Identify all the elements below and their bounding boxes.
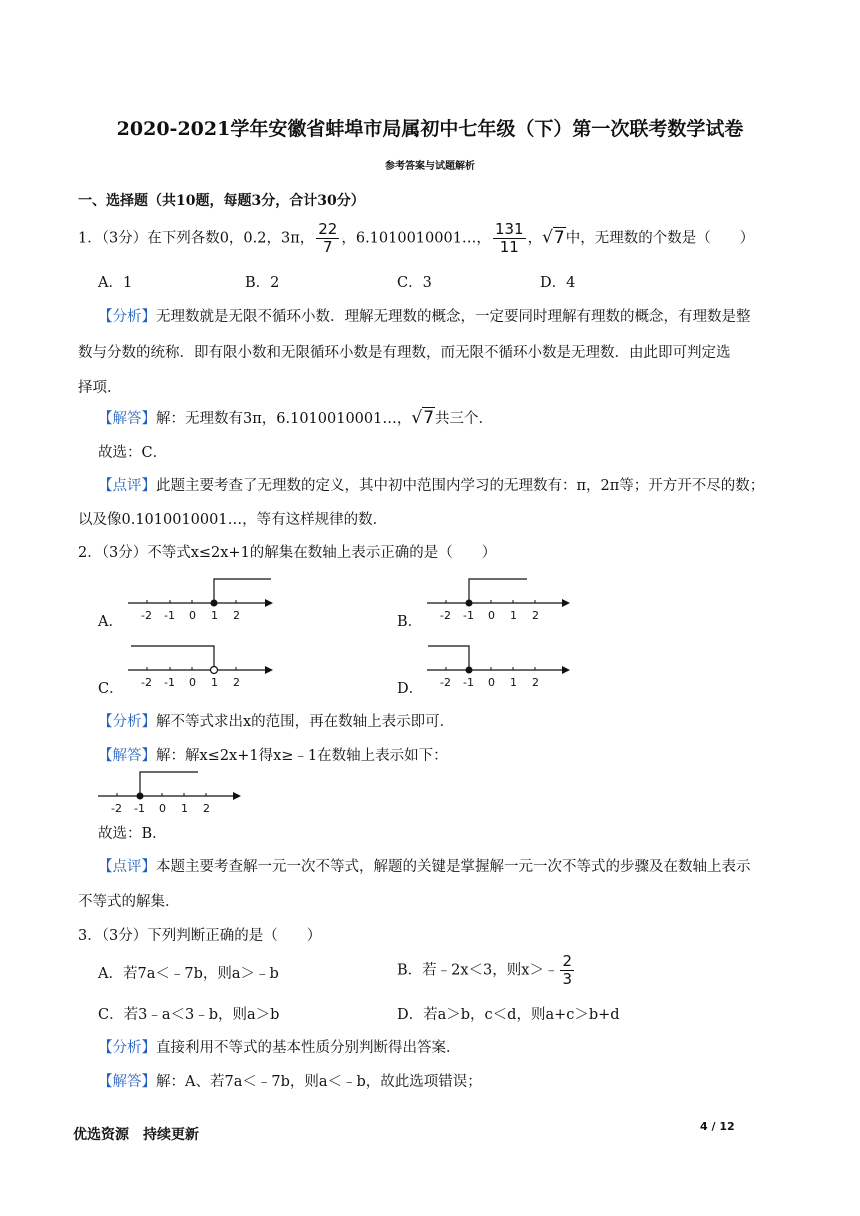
sqrt-7: √7 bbox=[542, 227, 565, 248]
q1-choice: 故选：C． bbox=[98, 445, 168, 461]
q1-fraction-2: $\frac{131}{11}$ bbox=[494, 220, 524, 256]
tick-label: 0 bbox=[488, 609, 495, 622]
q2-option-c-label: C． bbox=[98, 681, 124, 697]
tick-label: -2 bbox=[440, 676, 451, 689]
q3-analysis: 【分析】直接利用不等式的基本性质分别判断得出答案． bbox=[98, 1040, 461, 1056]
number-line-a bbox=[125, 575, 275, 625]
tick-label: 2 bbox=[233, 609, 240, 622]
tick-label: -1 bbox=[164, 676, 175, 689]
tick-label: 2 bbox=[233, 676, 240, 689]
tick-label: 1 bbox=[211, 676, 218, 689]
q3-option-d: D．若a＞b，c＜d，则a+c＞b+d bbox=[397, 1007, 620, 1023]
q2-option-b-label: B． bbox=[397, 614, 423, 630]
number-line-b bbox=[424, 575, 574, 625]
q3-option-c: C．若3﹣a＜3﹣b，则a＞b bbox=[98, 1007, 280, 1023]
tick-label: 1 bbox=[211, 609, 218, 622]
q1-option-d: D．4 bbox=[540, 275, 576, 291]
q1-stem-part: 1．（3分）在下列各数0，0.2，3π， bbox=[78, 230, 315, 247]
q2-comment: 【点评】本题主要考查解一元一次不等式，解题的关键是掌握解一元一次不等式的步骤及在数轴上表示 bbox=[98, 859, 751, 875]
tick-label: 2 bbox=[532, 676, 539, 689]
q1-stem bbox=[78, 221, 754, 256]
tick-label: 0 bbox=[488, 676, 495, 689]
number-line-d bbox=[424, 642, 574, 692]
page-subtitle: 参考答案与试题解析 bbox=[385, 161, 475, 172]
q3-stem: 3．（3分）下列判断正确的是（ ） bbox=[78, 928, 322, 944]
page-number: 4 / 12 bbox=[700, 1120, 735, 1133]
q1-stem-part: ，6.1010010001…， bbox=[341, 230, 491, 247]
q3-fraction: $\frac{2}{3}$ bbox=[562, 952, 573, 988]
tick-label: -1 bbox=[463, 676, 474, 689]
tick-label: 2 bbox=[532, 609, 539, 622]
footer-slogan: 优选资源 持续更新 bbox=[73, 1127, 199, 1143]
q1-option-c: C．3 bbox=[397, 275, 432, 291]
q2-option-d-label: D． bbox=[397, 681, 424, 697]
q2-answer: 【解答】解：解x≤2x+1得x≥﹣1在数轴上表示如下： bbox=[98, 748, 448, 764]
q2-analysis: 【分析】解不等式求出x的范围，再在数轴上表示即可． bbox=[98, 714, 455, 730]
tick-label: 1 bbox=[181, 802, 188, 815]
number-line-answer bbox=[95, 768, 245, 818]
tick-label: -2 bbox=[440, 609, 451, 622]
tick-label: 1 bbox=[510, 609, 517, 622]
q1-option-b: B．2 bbox=[245, 275, 280, 291]
q2-comment-line2: 不等式的解集． bbox=[78, 894, 180, 910]
q2-option-a-label: A． bbox=[98, 614, 123, 630]
q2-stem: 2．（3分）不等式x≤2x+1的解集在数轴上表示正确的是（ ） bbox=[78, 545, 497, 561]
sqrt-7: √7 bbox=[411, 408, 435, 428]
tick-label: 0 bbox=[189, 676, 196, 689]
q3-option-b: B．若﹣2x＜3，则x＞﹣ $\frac{2}{3}$ bbox=[397, 952, 573, 988]
tick-label: 0 bbox=[189, 609, 196, 622]
page-title: 2020-2021学年安徽省蚌埠市局属初中七年级（下）第一次联考数学试卷 bbox=[116, 118, 744, 140]
q1-stem-part: ， bbox=[527, 230, 543, 247]
q1-comment-line2: 以及像0.1010010001…，等有这样规律的数． bbox=[78, 512, 388, 528]
q1-stem-part: 中，无理数的个数是（ ） bbox=[565, 230, 755, 247]
tick-label: 1 bbox=[510, 676, 517, 689]
tick-label: -2 bbox=[141, 609, 152, 622]
q1-analysis-line3: 择项． bbox=[78, 380, 122, 396]
tick-label: -2 bbox=[141, 676, 152, 689]
tick-label: -1 bbox=[164, 609, 175, 622]
q1-analysis-line2: 数与分数的统称．即有限小数和无限循环小数是有理数，而无限不循环小数是无理数．由此即可判定选 bbox=[78, 345, 731, 361]
number-line-c bbox=[125, 642, 275, 692]
tick-label: 0 bbox=[159, 802, 166, 815]
q1-comment: 【点评】此题主要考查了无理数的定义，其中初中范围内学习的无理数有：π，2π等；开方开不尽的数； bbox=[98, 478, 765, 494]
tick-label: 2 bbox=[203, 802, 210, 815]
q3-answer: 【解答】解：A、若7a＜﹣7b，则a＜﹣b，故此选项错误； bbox=[98, 1074, 482, 1090]
q3-option-a: A．若7a＜﹣7b，则a＞﹣b bbox=[98, 966, 279, 982]
q1-answer: 【解答】解：无理数有3π，6.1010010001…，√7共三个． bbox=[98, 408, 494, 428]
section-heading: 一、选择题（共10题，每题3分，合计30分） bbox=[78, 193, 365, 209]
tick-label: -1 bbox=[463, 609, 474, 622]
q1-fraction-1: $\frac{22}{7}$ bbox=[318, 220, 338, 256]
q1-option-a: A．1 bbox=[98, 275, 133, 291]
q1-analysis: 【分析】无理数就是无限不循环小数．理解无理数的概念，一定要同时理解有理数的概念，有理数是整 bbox=[98, 309, 751, 325]
tick-label: -2 bbox=[111, 802, 122, 815]
tick-label: -1 bbox=[134, 802, 145, 815]
q2-choice: 故选：B． bbox=[98, 826, 167, 842]
